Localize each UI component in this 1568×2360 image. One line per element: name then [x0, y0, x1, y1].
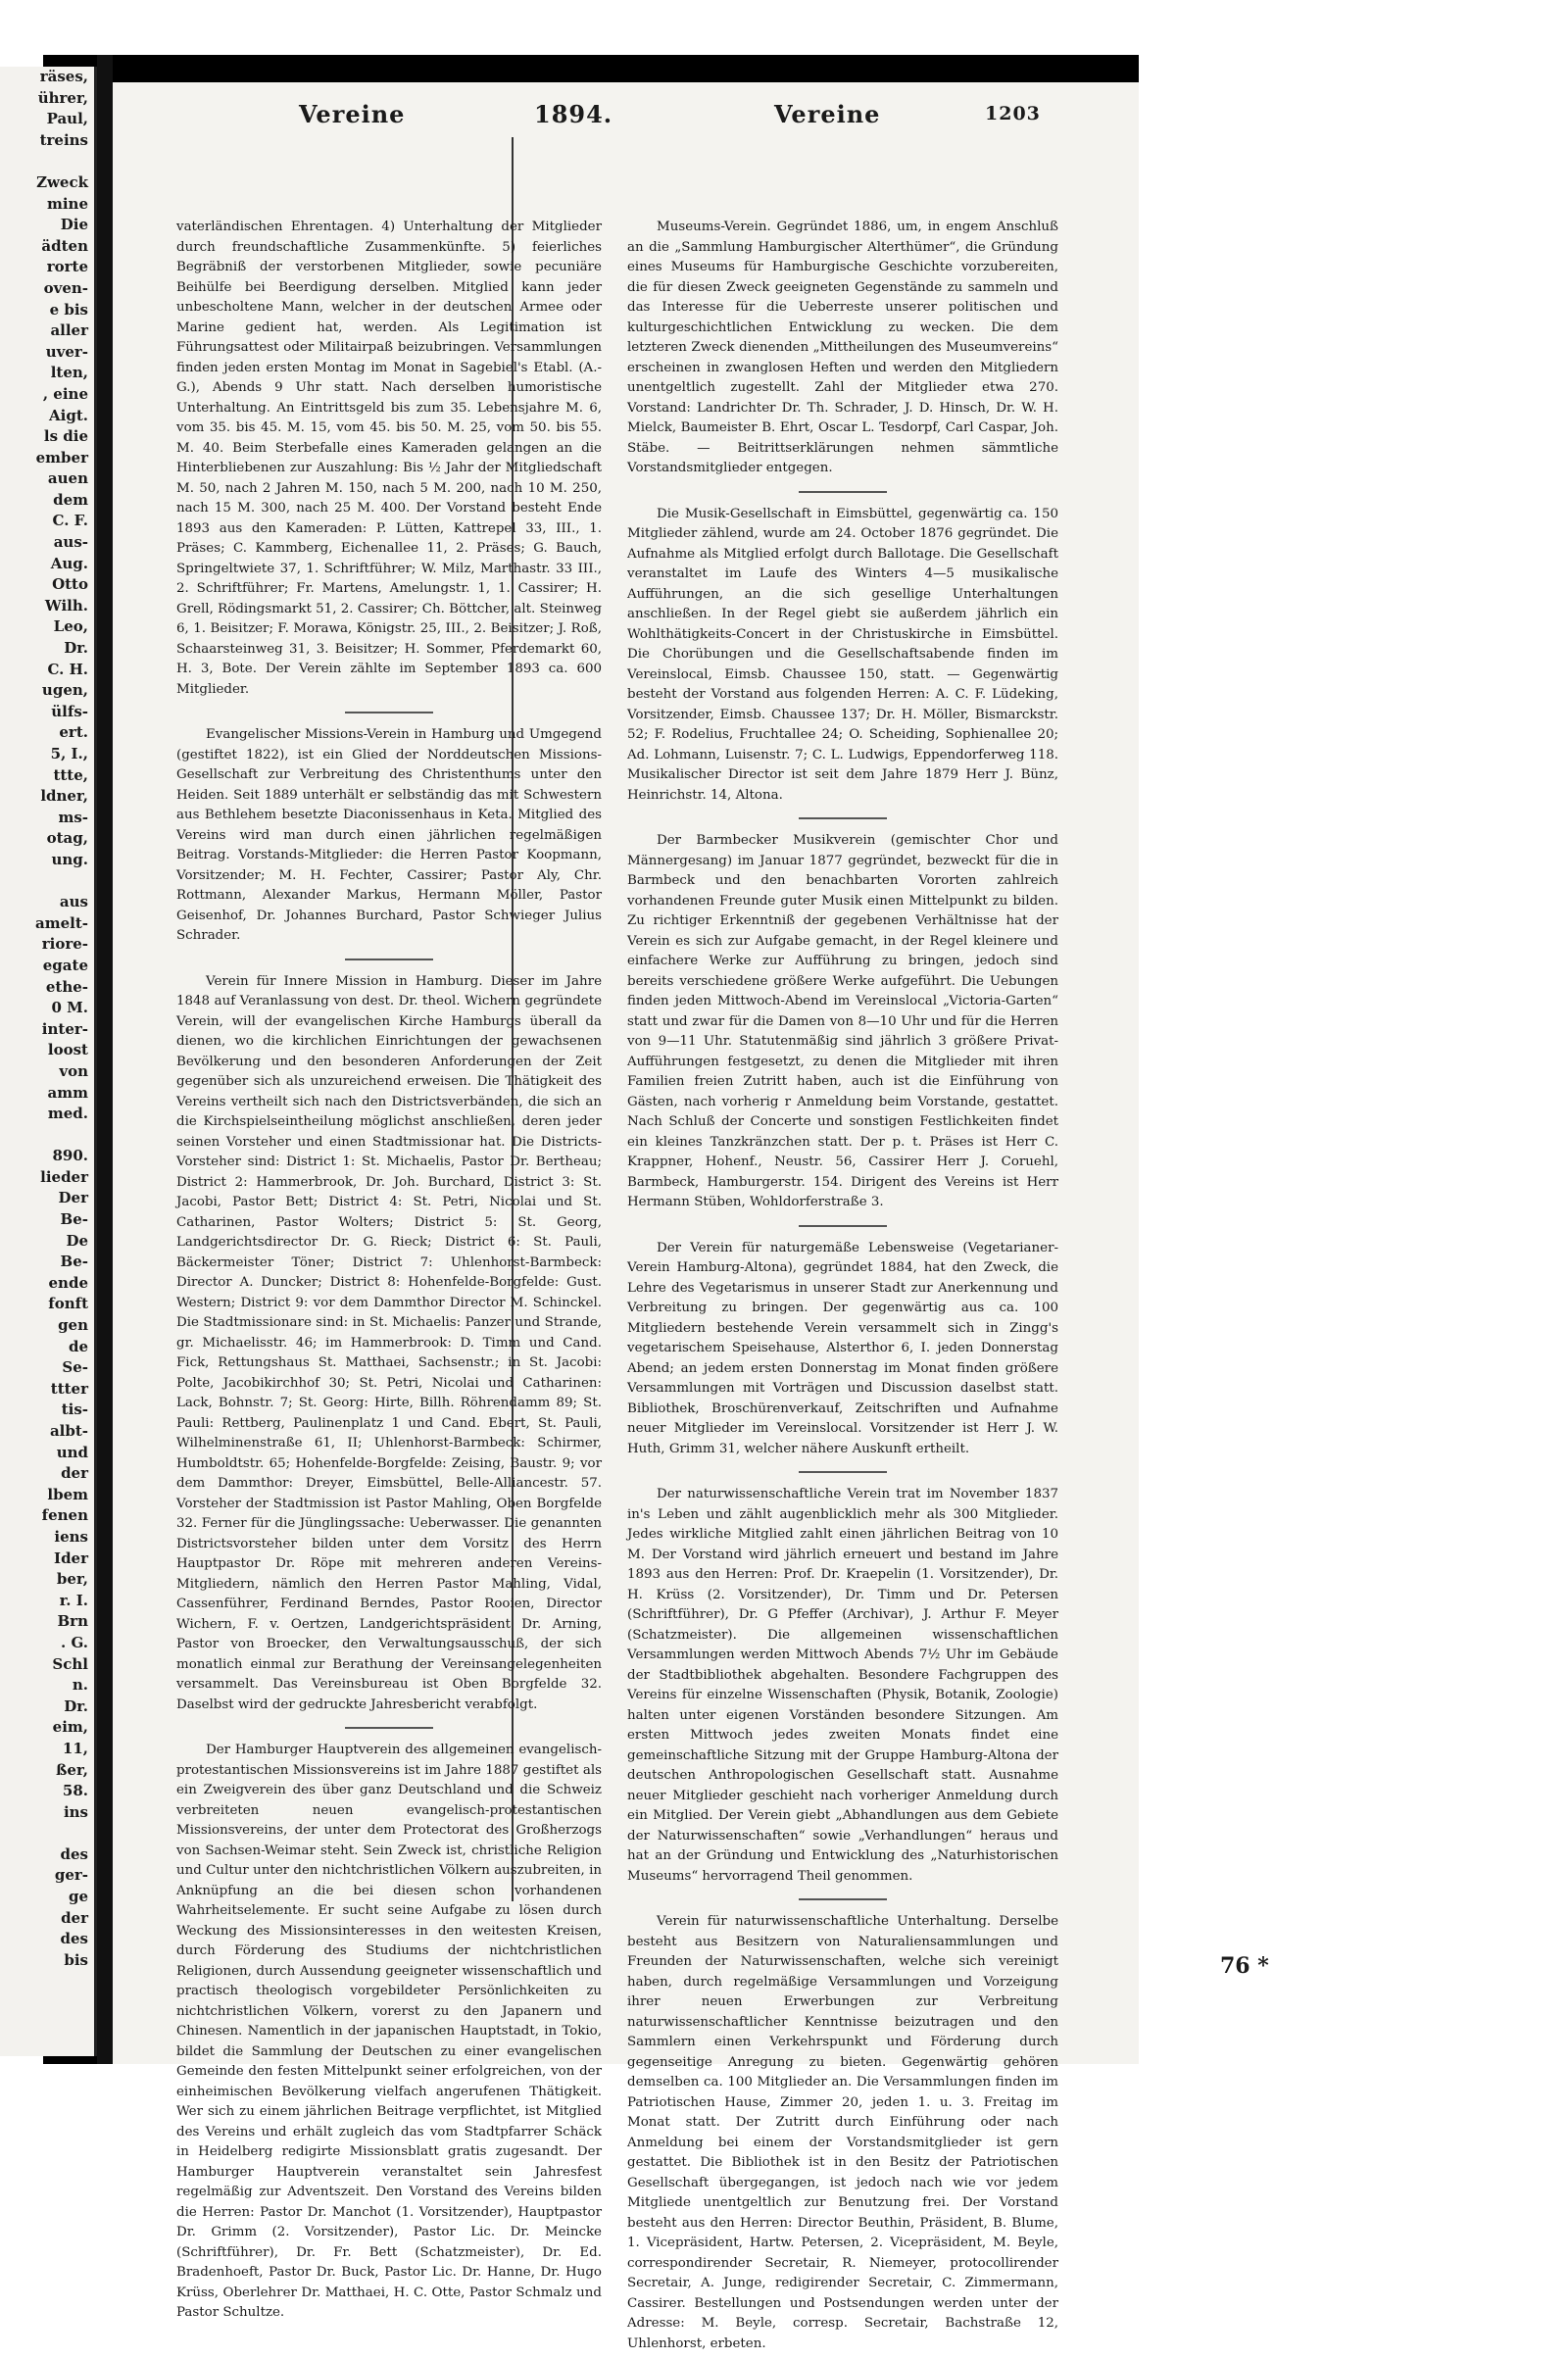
- margin-fragment: ember: [35, 448, 88, 467]
- margin-fragment: des: [60, 1844, 88, 1863]
- margin-fragment: C. H.: [47, 660, 88, 678]
- left-column: [176, 218, 602, 2330]
- margin-fragment: ger-: [54, 1866, 88, 1885]
- margin-fragment: aus: [59, 893, 88, 911]
- entry-kriegerverein-cont: vaterländischen Ehrentagen. 4) Unterhaltung der Mitglieder durch freundschaftliche Zusammenkünfte. 5) feierliches Begräbniß der verstorbenen Mitglieder, sowie pecuniäre Beihülfe bei Beerdigung derselben. Mitglied kann jeder unbescholtene Mann, welcher in der deutschen Armee oder Marine gedient hat, werden. Als Legitimation ist Führungsattest oder Militairpaß beizubringen. Versammlungen finden jeden ersten Montag im Monat in Sagebiel's Etabl. (A.-G.), Abends 9 Uhr statt. Nach derselben humoristische Unterhaltung. An Eintrittsgeld bis zum 35. Lebensjahre M. 6, vom 35. bis 45. M. 15, vom 45. bis 50. M. 25, vom 50. bis 55. M. 40. Beim Sterbefalle eines Kameraden gelangen an die Hinterbliebenen zur Auszahlung: Bis ½ Jahr der Mitgliedschaft M. 50, nach 2 Jahren M. 150, nach 5 M. 200, nach 10 M. 250, nach 15 M. 300, nach 25 M. 400. Der Vorstand besteht Ende 1893 aus den Kameraden: P. Lütten, Kattrepel 33, III., 1. Präses; C. Kammberg, Eichenallee 11, 2. Präses; G. Bauch, Springeltwiete 37, 1. Schriftführer; W. Milz, Marthastr. 33 III., 2. Schriftführer; Fr. Martens, Amelungstr. 1, 1. Cassirer; H. Grell, Rödingsmarkt 51, 2. Cassirer; Ch. Böttcher, alt. Steinweg 6, 1. Beisitzer; F. Morawa, Königstr. 25, III., 2. Beisitzer; J. Roß, Schaarsteinweg 31, 3. Beisitzer; H. Sommer, Pferdemarkt 60, H. 3, Bote. Der Verein zählte im September 1893 ca. 600 Mitglieder.: [176, 220, 602, 697]
- margin-fragment: ls die: [43, 427, 88, 446]
- margin-fragment: der: [61, 1464, 88, 1483]
- margin-fragment: Dr.: [64, 639, 88, 658]
- margin-fragment: mine: [46, 194, 88, 213]
- margin-fragment: fenen: [41, 1506, 88, 1525]
- margin-fragment: von: [59, 1061, 88, 1080]
- margin-fragment: ttter: [50, 1379, 88, 1398]
- entry-naturgemaesse-lebensweise: Der Verein für naturgemäße Lebensweise (Vegetarianer-Verein Hamburg-Altona), gegründet 1884, hat den Zweck, die Lehre des Vegetarismus in unserer Stadt zur Anerkennung und Verbreitung zu bringen. Der gegenwärtig aus ca. 100 Mitgliedern bestehende Verein versammelt sich in Zingg's vegetarischem Speisehause, Alsterthor 6, I. jeden Donnerstag Abend; an jedem ersten Donnerstag im Monat finden größere Versammlungen mit Vorträgen und Discussion daselbst statt. Bibliothek, Broschürenverkauf, Zeitschriften und Aufnahme neuer Mitglieder im Vereinslocal. Vorsitzender ist Herr J. W. Huth, Grimm 31, welcher nähere Auskunft ertheilt.: [627, 1240, 1058, 1456]
- margin-fragment: eim,: [52, 1718, 88, 1737]
- margin-fragment: otag,: [46, 829, 88, 848]
- margin-fragment: Die: [60, 216, 88, 234]
- margin-fragment: med.: [47, 1105, 88, 1123]
- margin-fragment: ldner,: [40, 787, 88, 806]
- margin-fragment: ert.: [59, 723, 88, 742]
- margin-fragment: ber,: [56, 1570, 88, 1589]
- margin-fragment: loost: [47, 1041, 88, 1059]
- margin-fragment: 890.: [52, 1147, 88, 1165]
- margin-fragment: iens: [54, 1527, 88, 1546]
- margin-fragment: aller: [50, 321, 88, 340]
- margin-fragment: [0, 871, 94, 893]
- entry-innere-mission: Verein für Innere Mission in Hamburg. Dieser im Jahre 1848 auf Veranlassung von dest. Dr. theol. Wichern gegründete Verein, will der evangelischen Kirche Hamburgs überall da dienen, wo die kirchlichen Einrichtungen der gewachsenen Bevölkerung und den besonderen Anforderungen der Zeit gegenüber sich als unzureichend erweisen. Die Thätigkeit des Vereins vertheilt sich nach den Districtsverbänden, die sich an die Kirchspielseintheilung möglichst anschließen, deren jeder seinen Vorsteher und einen Stadtmissionar hat. Die Districts-Vorsteher sind: District 1: St. Michaelis, Pastor Dr. Bertheau; District 2: Hammerbrook, Dr. Joh. Burchard, District 3: St. Jacobi, Pastor Bett; District 4: St. Petri, Nicolai und St. Catharinen, Pastor Wolters; District 5: St. Georg, Landgerichtsdirector Dr. G. Rieck; District 6: St. Pauli, Bäckermeister Töner; District 7: Uhlenhorst-Barmbeck: Director A. Duncker; District 8: Hohenfelde-Borgfelde: Gust. Western; District 9: vor dem Dammthor Director M. Schinckel. Die Stadtmissionare sind: in St. Michaelis: Panzer und Strande, gr. Michaelisstr. 46; im Hammerbrook: D. Timm und Cand. Fick, Rettungshaus St. Matthaei, Sachsenstr.; in St. Jacobi: Polte, Jacobikirchhof 30; St. Petri, Nicolai und Catharinen: Lack, Bohnstr. 7; St. Georg: Hirte, Billh. Röhrendamm 89; St. Pauli: Rettberg, Paulinenplatz 1 und Cand. Ebert, St. Pauli, Wilhelminenstraße 61, II; Uhlenhorst-Barmbeck: Schirmer, Humboldtstr. 65; Hohenfelde-Borgfelde: Zeising, Baustr. 9; vor dem Dammthor: Dreyer, Eimsbüttel, Belle-Alliancestr. 57. Vorsteher der Stadtmission ist Pastor Mahling, Oben Borgfelde 32. Ferner für die Jünglingssache: Ueberwasser. Die genannten Districtsvorsteher bilden unter dem Vorsitz des Herrn Hauptpastor Dr. Röpe mit mehreren anderen Vereins-Mitgliedern, nämlich den Herren Pastor Mahling, Vidal, Cassenführer, Ferdinand Berndes, Pastor Rooien, Director Wichern, F. v. Oertzen, Landgerichtspräsident Dr. Arning, Pastor von Broecker, den Verwaltungsausschuß, der sich monatlich einmal zur Berathung der Vereinsangelegenheiten versammelt. Das Vereinsbureau ist Oben Borgfelde 32. Daselbst wird der gedruckte Jahresbericht verabfolgt.: [176, 973, 602, 1712]
- header-year: 1894.: [534, 100, 613, 128]
- margin-fragment: Wilh.: [44, 596, 88, 615]
- margin-fragment: [0, 151, 94, 172]
- margin-fragment: Dr.: [64, 1696, 88, 1715]
- margin-fragment: 0 M.: [51, 999, 88, 1017]
- margin-fragment: ädten: [41, 236, 88, 255]
- margin-fragment: räses,: [39, 68, 88, 85]
- entry-separator: [799, 817, 887, 819]
- margin-fragment: Otto: [52, 575, 88, 594]
- margin-fragment: [0, 1823, 94, 1844]
- margin-fragment: Be-: [60, 1210, 88, 1229]
- page-number: 1203: [985, 103, 1041, 124]
- signature-mark: 76 *: [1220, 1953, 1269, 1979]
- margin-fragment: De: [66, 1231, 88, 1250]
- margin-fragment: Ider: [54, 1549, 88, 1567]
- margin-fragment: , eine: [42, 384, 88, 403]
- margin-fragment: ins: [63, 1802, 88, 1821]
- margin-fragment: treins: [39, 130, 88, 149]
- margin-fragment: der: [61, 1908, 88, 1927]
- entry-naturwissenschaftlicher-verein: Der naturwissenschaftliche Verein trat im November 1837 in's Leben und zählt augenblicklich mehr als 300 Mitglieder. Jedes wirkliche Mitglied zahlt einen jährlichen Beitrag von 10 M. Der Vorstand wird jährlich erneuert und bestand im Jahre 1893 aus den Herren: Prof. Dr. Kraepelin (1. Vorsitzender), Dr. H. Krüss (2. Vorsitzender), Dr. Timm und Dr. Petersen (Schriftführer), Dr. G Pfeffer (Archivar), J. Arthur F. Meyer (Schatzmeister). Die allgemeinen wissenschaftlichen Versammlungen werden Mittwoch Abends 7½ Uhr im Gebäude der Stadtbibliothek abgehalten. Besondere Fachgruppen des Vereins für einzelne Wissenschaften (Physik, Botanik, Zoologie) halten unter eigenen Vorständen besondere Sitzungen. Am ersten Mittwoch jedes zweiten Monats findet eine gemeinschaftliche Sitzung mit der Gruppe Hamburg-Altona der deutschen Anthropologischen Gesellschaft statt. Ausnahme neuer Mitglieder geschieht nach vorheriger Anmeldung durch ein Mitglied. Der Verein giebt „Abhandlungen aus dem Gebiete der Naturwissenschaften“ sowie „Verhandlungen“ heraus und hat an der Gründung und Entwicklung des „Naturhistorischen Museums“ hervorragend Theil genommen.: [627, 1487, 1058, 1884]
- margin-fragment: 58.: [62, 1782, 88, 1800]
- header-right-title: Vereine: [774, 100, 881, 128]
- margin-fragment: Brn: [57, 1612, 88, 1631]
- margin-fragment: riore-: [41, 935, 88, 954]
- entry-separator: [799, 491, 887, 493]
- margin-fragment: ge: [68, 1888, 88, 1906]
- margin-fragment: Be-: [60, 1253, 88, 1271]
- margin-fragment: ms-: [58, 808, 88, 826]
- margin-fragment: ung.: [51, 850, 88, 868]
- margin-fragment: des: [60, 1930, 88, 1948]
- entry-hauptverein-missionsverein: Der Hamburger Hauptverein des allgemeinen evangelisch-protestantischen Missionsvereins ist im Jahre 1887 gestiftet als ein Zweigverein des über ganz Deutschland und die Schweiz verbreiteten neuen evangelisch-protestantischen Missionsvereins, der unter dem Protectorat des Großherzogs von Sachsen-Weimar steht. Sein Zweck ist, christliche Religion und Cultur unter den nichtchristlichen Völkern auszubreiten, in Anknüpfung an die bei diesen schon vorhandenen Wahrheitselemente. Er sucht seine Aufgabe zu lösen durch Weckung des Missionsinteresses in den weitesten Kreisen, durch Förderung des Studiums der nichtchristlichen Religionen, durch Aussendung geeigneter wissenschaftlich und practisch theologisch vorgebildeter Persönlichkeiten zu nichtchristlichen Völkern, vorerst zu den Japanern und Chinesen. Namentlich in der japanischen Hauptstadt, in Tokio, bildet die Sammlung der Deutschen zu einer evangelischen Gemeinde den festen Mittelpunkt seiner erfolgreichen, von der einheimischen Bevölkerung vielfach angerufenen Thätigkeit. Wer sich zu einem jährlichen Beitrage verpflichtet, ist Mitglied des Vereins und erhält zugleich das vom Stadtpfarrer Schäck in Heidelberg redigirte Missionsblatt gratis zugesandt. Der Hamburger Hauptverein veranstaltet sein Jahresfest regelmäßig zur Adventszeit. Den Vorstand des Vereins bilden die Herren: Pastor Dr. Manchot (1. Vorsitzender), Hauptpastor Dr. Grimm (2. Vorsitzender), Pastor Lic. Dr. Meincke (Schriftführer), Dr. Fr. Bett (Schatzmeister), Dr. Ed. Bradenhoeft, Pastor Dr. Buck, Pastor Lic. Dr. Hanne, Dr. Hugo Krüss, Oberlehrer Dr. Matthaei, H. C. Otte, Pastor Schmalz und Pastor Schultze.: [176, 1743, 602, 2320]
- margin-fragment: ethe-: [45, 977, 88, 996]
- margin-fragment: albt-: [49, 1422, 88, 1440]
- margin-fragment: ülfs-: [51, 702, 88, 720]
- margin-fragment: C. F.: [52, 512, 88, 530]
- margin-fragment: r. I.: [59, 1591, 88, 1609]
- margin-fragment: aus-: [53, 533, 88, 552]
- margin-fragment: auen: [47, 469, 88, 488]
- entry-evangelischer-missionsverein: Evangelischer Missions-Verein in Hamburg und Umgegend (gestiftet 1822), ist ein Glied der Norddeutschen Missions-Gesellschaft zur Verbreitung des Christenthums unter den Heiden. Seit 1889 unterhält er selbständig das mit Schwestern aus Bethlehem besetzte Diaconissenhaus in Keta. Mitglied des Vereins wird man durch einen jährlichen regelmäßigen Beitrag. Vorstands-Mitglieder: die Herren Pastor Koopmann, Vorsitzender; M. H. Fechter, Cassirer; Pastor Aly, Chr. Rottmann, Alexander Markus, Hermann Möller, Pastor Geisenhof, Dr. Johannes Burchard, Pastor Schwieger Julius Schrader.: [176, 727, 602, 943]
- right-column: [627, 218, 1058, 2360]
- margin-fragment: rorte: [46, 258, 88, 276]
- margin-fragment: Se-: [62, 1358, 88, 1377]
- running-header: [69, 100, 1041, 129]
- entry-separator: [345, 1727, 433, 1729]
- margin-fragment: bis: [64, 1950, 88, 1969]
- margin-fragment: ßer,: [56, 1760, 88, 1779]
- margin-fragment: ugen,: [41, 681, 88, 700]
- entry-museums-verein: Museums-Verein. Gegründet 1886, um, in engem Anschluß an die „Sammlung Hamburgischer Alterthümer“, die Gründung eines Museums für Hamburgische Geschichte vorzubereiten, die für diesen Zweck geeigneten Gegenstände zu sammeln und das Interesse für die Ueberreste unserer politischen und kulturgeschichtlichen Entwicklung zu wecken. Die dem letzteren Zweck dienenden „Mittheilungen des Museumvereins“ erscheinen in zwanglosen Heften und werden den Mitgliedern unentgeltlich zugestellt. Zahl der Mitglieder etwa 270. Vorstand: Landrichter Dr. Th. Schrader, J. D. Hinsch, Dr. W. H. Mielck, Baumeister B. Ehrt, Oscar L. Tesdorpf, Carl Caspar, Joh. Stäbe. — Beitrittserklärungen nehmen sämmtliche Vorstandsmitglieder entgegen.: [627, 220, 1058, 475]
- margin-fragment: ende: [48, 1273, 88, 1292]
- margin-fragment: dem: [53, 490, 88, 509]
- margin-fragment: ührer,: [37, 88, 88, 107]
- margin-fragment: Aug.: [50, 554, 88, 572]
- header-left-title: Vereine: [299, 100, 406, 128]
- margin-fragment: e bis: [49, 300, 88, 319]
- margin-fragment: n.: [72, 1676, 88, 1695]
- margin-fragment: amelt-: [35, 913, 88, 932]
- entry-separator: [799, 1225, 887, 1227]
- entry-naturwissenschaftliche-unterhaltung: Verein für naturwissenschaftliche Unterhaltung. Derselbe besteht aus Besitzern von Naturaliensammlungen und Freunden der Naturwissenschaften, welche sich vereinigt haben, durch regelmäßige Versammlungen und Vorzeigung ihrer neuen Erwerbungen zur Verbreitung naturwissenschaftlicher Kenntnisse beizutragen und den Sammlern einen Verkehrspunkt und Förderung durch gegenseitige Anregung zu bieten. Gegenwärtig gehören demselben ca. 100 Mitglieder an. Die Versammlungen finden im Patriotischen Hause, Zimmer 20, jeden 1. u. 3. Freitag im Monat statt. Der Zutritt durch Einführung oder nach Anmeldung bei einem der Vorstandsmitglieder ist gern gestattet. Die Bibliothek ist in den Besitz der Patriotischen Gesellschaft übergegangen, ist jedoch nach wie vor jedem Mitgliede unentgeltlich zur Benutzung frei. Der Vorstand besteht aus den Herren: Director Beuthin, Präsident, B. Blume, 1. Vicepräsident, Hartw. Petersen, 2. Vicepräsident, M. Beyle, correspondirender Secretair, R. Niemeyer, protocollirender Secretair, A. Junge, redigirender Secretair, C. Zimmermann, Cassirer. Bestellungen und Postsendungen werden unter der Adresse: M. Beyle, corresp. Secretair, Bachstraße 12, Uhlenhorst, erbeten.: [627, 1914, 1058, 2351]
- margin-fragment: de: [68, 1337, 88, 1355]
- margin-fragment: amm: [47, 1083, 88, 1102]
- margin-fragment: 5, I.,: [50, 745, 88, 762]
- margin-fragment: oven-: [43, 278, 88, 297]
- margin-fragment: uver-: [45, 342, 88, 361]
- margin-fragment: 11,: [62, 1739, 88, 1757]
- margin-fragment: gen: [58, 1316, 88, 1335]
- entry-musik-gesellschaft-eimsbuettel: Die Musik-Gesellschaft in Eimsbüttel, gegenwärtig ca. 150 Mitglieder zählend, wurde am 24. October 1876 gegründet. Die Aufnahme als Mitglied erfolgt durch Ballotage. Die Gesellschaft veranstaltet im Laufe des Winters 4—5 musikalische Aufführungen, an die sich gesellige Unterhaltungen anschließen. In der Regel giebt sie außerdem jährlich ein Wohlthätigkeits-Concert in der Christuskirche in Eimsbüttel. Die Chorübungen und die Gesellschaftsabende finden im Vereinslocal, Eimsb. Chaussee 150, statt. — Gegenwärtig besteht der Vorstand aus folgenden Herren: A. C. F. Lüdeking, Vorsitzender, Eimsb. Chaussee 137; Dr. H. Möller, Bismarckstr. 52; F. Rodelius, Fruchtallee 24; O. Scheiding, Sophienallee 20; Ad. Lohmann, Luisenstr. 7; C. L. Ludwigs, Eppendorferweg 118. Musikalischer Director ist seit dem Jahre 1879 Herr J. Bünz, Heinrichstr. 14, Altona.: [627, 506, 1058, 803]
- margin-fragment: und: [56, 1443, 88, 1461]
- entry-separator: [799, 1898, 887, 1900]
- margin-fragment: tis-: [61, 1401, 88, 1419]
- margin-fragment: Aigt.: [49, 406, 88, 424]
- previous-page-edge: [0, 67, 97, 2056]
- entry-barmbecker-musikverein: Der Barmbecker Musikverein (gemischter Chor und Männergesang) im Januar 1877 gegründet, bezweckt für die in Barmbeck und den benachbarten Vororten zahlreich vorhandenen Freunde guter Musik einen Mittelpunkt zu bilden. Zu richtiger Erkenntniß der gegebenen Verhältnisse hat der Verein es sich zur Aufgabe gemacht, in der Regel kleinere und einfachere Werke zur Aufführung zu bringen, jedoch sind bereits verschiedene größere Werke aufgeführt. Die Uebungen finden jeden Mittwoch-Abend im Vereinslocal „Victoria-Garten“ statt und zwar für die Damen von 8—10 Uhr und für die Herren von 9—11 Uhr. Statutenmäßig sind jährlich 3 größere Privat-Aufführungen festgesetzt, zu denen die Mitglieder mit ihren Familien freien Zutritt haben, auch ist die Einführung von Gästen, nach vorherig r Anmeldung beim Vorstande, gestattet. Nach Schluß der Concerte und sonstigen Festlichkeiten findet ein kleines Tanzkränzchen statt. Der p. t. Präses ist Herr C. Krappner, Hohenf., Neustr. 56, Cassirer Herr J. Coruehl, Barmbeck, Hamburgerstr. 154. Dirigent des Vereins ist Herr Hermann Stüben, Wohldorferstraße 3.: [627, 833, 1058, 1209]
- margin-fragment: lten,: [50, 364, 88, 382]
- margin-fragment: Der: [58, 1189, 88, 1207]
- margin-fragment: Paul,: [46, 110, 88, 128]
- margin-fragment: Zweck: [36, 172, 88, 191]
- entry-separator: [799, 1471, 887, 1473]
- margin-fragment: Schl: [52, 1654, 88, 1673]
- margin-fragment: fonft: [48, 1295, 88, 1313]
- margin-fragment: lbem: [47, 1485, 88, 1503]
- margin-fragment: egate: [42, 956, 88, 974]
- entry-separator: [345, 712, 433, 713]
- margin-fragment: ttte,: [53, 765, 88, 784]
- margin-fragment: lieder: [40, 1167, 88, 1186]
- margin-fragment: [0, 1125, 94, 1147]
- margin-fragment: . G.: [61, 1633, 88, 1651]
- margin-fragment: Leo,: [53, 617, 88, 636]
- book-gutter: [97, 55, 113, 2064]
- margin-fragment: inter-: [41, 1019, 88, 1038]
- entry-separator: [345, 959, 433, 960]
